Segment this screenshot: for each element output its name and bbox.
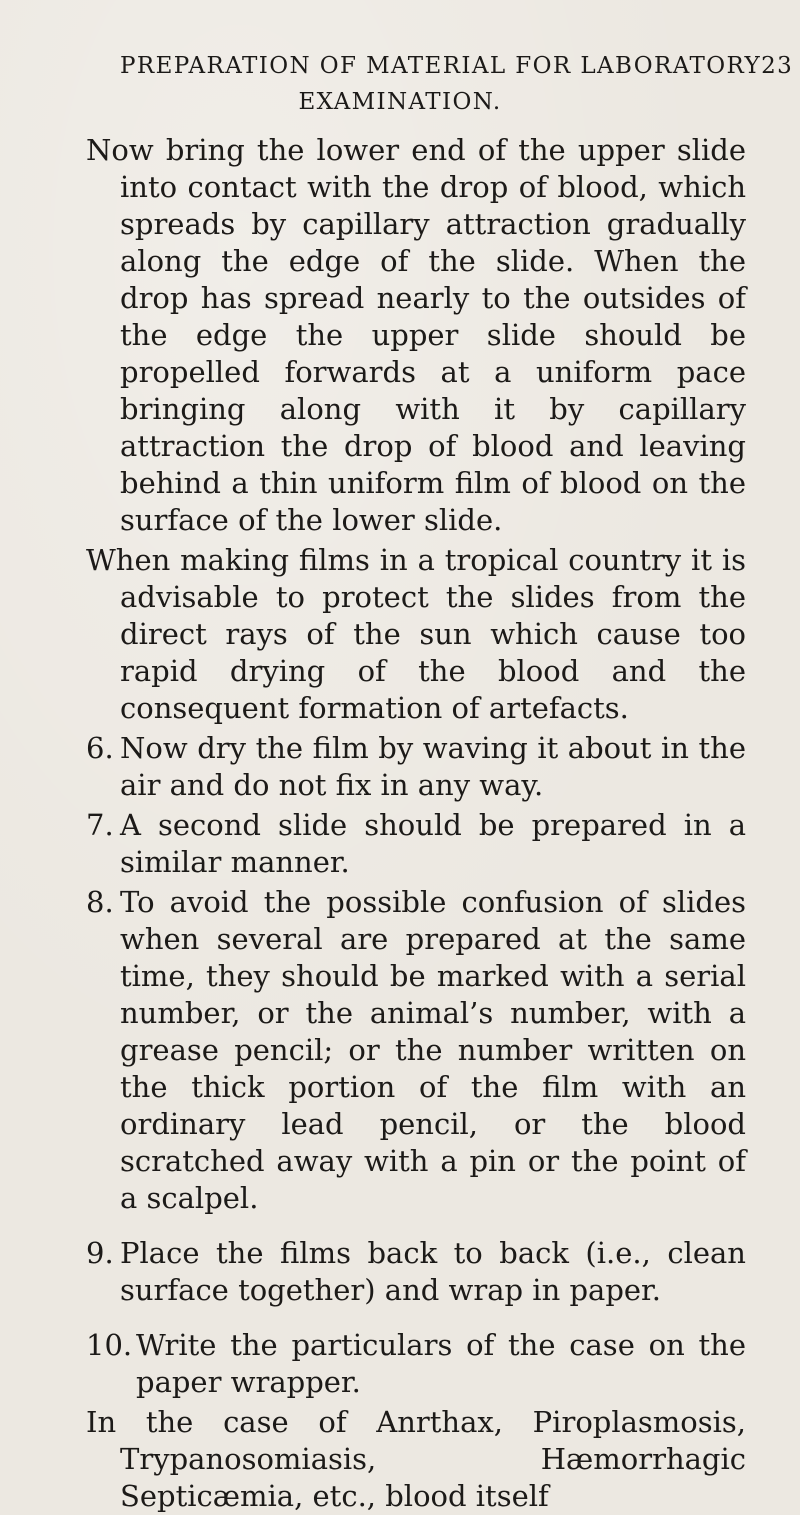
page-number: 23 <box>761 53 794 79</box>
list-item-number: 7. <box>86 808 114 842</box>
list-item-number: 9. <box>86 1236 114 1270</box>
running-header <box>120 48 794 120</box>
list-item-6 <box>86 730 746 804</box>
list-item-number: 8. <box>86 885 114 919</box>
paragraph-tropical-country: When making films in a tropical country it is advisable to protect the slides from the direct rays of the sun which cause too rapid drying of the blood and the consequent formation of artefacts. <box>86 543 746 725</box>
list-item-number: 10. <box>86 1328 133 1362</box>
list-item-number: 6. <box>86 731 114 765</box>
list-item-10 <box>86 1327 746 1401</box>
list-item-9 <box>86 1235 746 1309</box>
paragraph-anthrax: In the case of Anrthax, Piroplasmosis, Trypanosomiasis, Hæmorrhagic Septicæmia, etc., blood itself <box>86 1405 746 1513</box>
header-title-continued: EXAMINATION. <box>298 89 502 115</box>
list-item-text: Now dry the film by waving it about in the air and do not fix in any way. <box>120 731 746 802</box>
paragraph-upper-slide: Now bring the lower end of the upper slide into contact with the drop of blood, which spreads by capillary attraction gradually along the edge of the slide. When the drop has spread nearly to the outsides of the edge the upper slide should be propelled forwards at a uniform pace bringing along with it by capillary attraction the drop of blood and leaving behind a thin uniform film of blood on the surface of the lower slide. <box>86 133 746 537</box>
list-item-text: A second slide should be prepared in a similar manner. <box>120 808 746 879</box>
page-body <box>86 132 746 1515</box>
list-item-text: Place the films back to back (i.e., clean surface together) and wrap in paper. <box>120 1236 746 1307</box>
list-item-text: To avoid the possible confusion of slides when several are prepared at the same time, they should be marked with a serial number, or the animal’s number, with a grease pencil; or the number written on the thick portion of the film with an ordinary lead pencil, or the blood scratched away with a pin or the point of a scalpel. <box>120 885 746 1215</box>
list-item-7 <box>86 807 746 881</box>
list-item-8 <box>86 884 746 1217</box>
list-item-text: Write the particulars of the case on the paper wrapper. <box>136 1328 746 1399</box>
header-title: PREPARATION OF MATERIAL FOR LABORATORY <box>120 53 762 79</box>
